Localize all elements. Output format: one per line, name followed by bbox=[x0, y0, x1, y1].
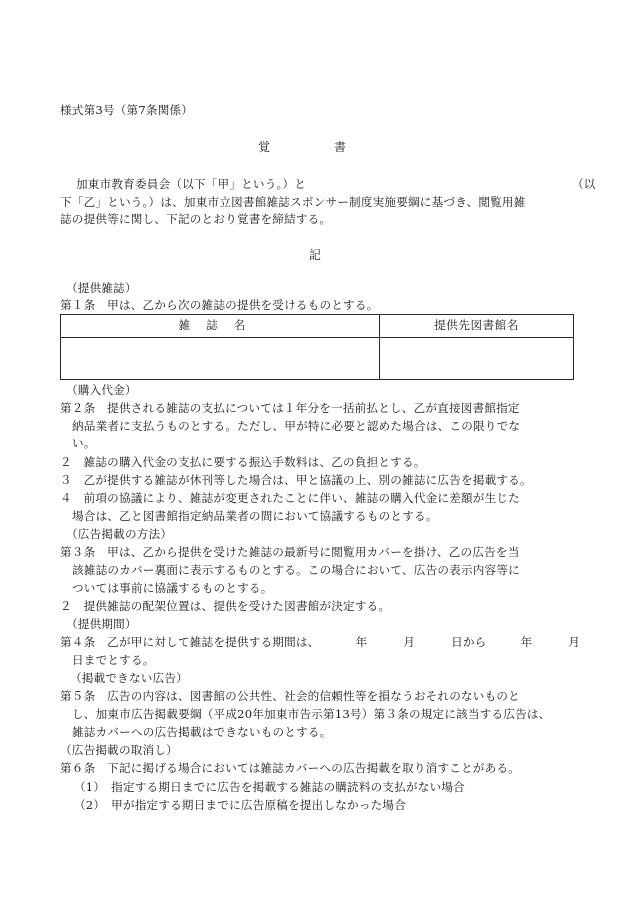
table-row bbox=[61, 338, 574, 380]
article-2-line-2: 納品業者に支払うものとする。ただし、甲が特に必要と認めた場合は、この限りでな bbox=[72, 419, 521, 433]
article-4-period-text: 第４条 乙が甲に対して雑誌を提供する期間は、 bbox=[60, 635, 320, 649]
column-header-library: 提供先図書館名 bbox=[380, 315, 574, 338]
article-3-line-2: 該雑誌のカバー裏面に表示するものとする。この場合において、広告の表示内容等に bbox=[72, 563, 520, 577]
article-5-heading: （掲載できない広告） bbox=[70, 671, 188, 685]
article-2-para-3: ３ 乙が提供する雑誌が休刊等した場合は、甲と協議の上、別の雑誌に広告を掲載する。 bbox=[60, 473, 532, 487]
column-header-magazine: 雑誌名 bbox=[61, 315, 380, 338]
article-2-para-4-line-2: 場合は、乙と図書館指定納品業者の間において協議するものとする。 bbox=[72, 509, 438, 523]
table-cell-library bbox=[380, 338, 574, 380]
ki-heading: 記 bbox=[308, 248, 322, 262]
article-3-para-2: ２ 提供雑誌の配架位置は、提供を受けた図書館が決定する。 bbox=[60, 599, 391, 613]
article-3-heading: （広告掲載の方法） bbox=[66, 527, 173, 541]
article-3-line-3: ついては事前に協議するものとする。 bbox=[72, 581, 273, 595]
document-title: 覚 書 bbox=[257, 140, 372, 154]
article-5-line-3: 雑誌カバーへの広告掲載はできないものとする。 bbox=[72, 725, 332, 739]
table-cell-magazine bbox=[61, 338, 380, 380]
intro-line-1: 加東市教育委員会（以下「甲」という。）と bbox=[76, 177, 307, 191]
article-5-line-2: し、加東市広告掲載要綱（平成20年加東市告示第13号）第３条の規定に該当する広告は、 bbox=[72, 707, 551, 721]
article-1-heading: （提供雑誌） bbox=[66, 281, 137, 295]
form-label: 様式第3号（第7条関係） bbox=[60, 103, 194, 117]
article-6-line-1: 第６条 下記に掲げる場合においては雑誌カバーへの広告掲載を取り消すことがある。 bbox=[60, 761, 520, 775]
article-2-para-4-line-1: ４ 前項の協議により、雑誌が変更されたことに伴い、雑誌の購入代金に差額が生じた bbox=[60, 491, 520, 505]
article-4-year-2: 年 bbox=[520, 635, 533, 649]
article-4-year: 年 bbox=[355, 635, 368, 649]
article-6-heading: （広告掲載の取消し） bbox=[60, 743, 178, 757]
table-header-row bbox=[61, 315, 574, 338]
article-6-item-2: （2） 甲が指定する期日までに広告原稿を提出しなかった場合 bbox=[74, 798, 407, 812]
article-5-line-1: 第５条 広告の内容は、図書館の公共性、社会的信頼性等を損なうおそれのないものと bbox=[60, 689, 520, 703]
article-4-month-2: 月 bbox=[568, 635, 581, 649]
article-3-line-1: 第３条 甲は、乙から提供を受けた雑誌の最新号に閲覧用カバーを掛け、乙の広告を当 bbox=[60, 545, 520, 559]
article-4-line-2: 日までとする。 bbox=[72, 653, 155, 667]
intro-line-3: 誌の提供等に関し、下記のとおり覚書を締結する。 bbox=[60, 212, 332, 226]
article-4-heading: （提供期間） bbox=[66, 617, 137, 631]
article-4-month: 月 bbox=[403, 635, 416, 649]
intro-line-2: 下「乙」という。）は、加東市立図書館雑誌スポンサー制度実施要綱に基づき、閲覧用雑 bbox=[60, 195, 526, 209]
article-2-para-2: ２ 雑誌の購入代金の支払に要する振込手数料は、乙の負担とする。 bbox=[60, 455, 426, 469]
article-4-from: 日から bbox=[451, 635, 487, 649]
article-2-line-1: 第２条 提供される雑誌の支払については１年分を一括前払とし、乙が直接図書館指定 bbox=[60, 401, 520, 415]
article-2-heading: （購入代金） bbox=[66, 383, 137, 397]
intro-line-1-end: （以 bbox=[572, 177, 596, 191]
article-6-item-1: （1） 指定する期日までに広告を掲載する雑誌の購読料の支払がない場合 bbox=[74, 780, 465, 794]
article-4-line-1 bbox=[60, 635, 580, 650]
magazine-table bbox=[60, 314, 574, 380]
article-2-line-3: い。 bbox=[72, 436, 96, 450]
article-1-text: 第１条 甲は、乙から次の雑誌の提供を受けるものとする。 bbox=[60, 298, 379, 312]
